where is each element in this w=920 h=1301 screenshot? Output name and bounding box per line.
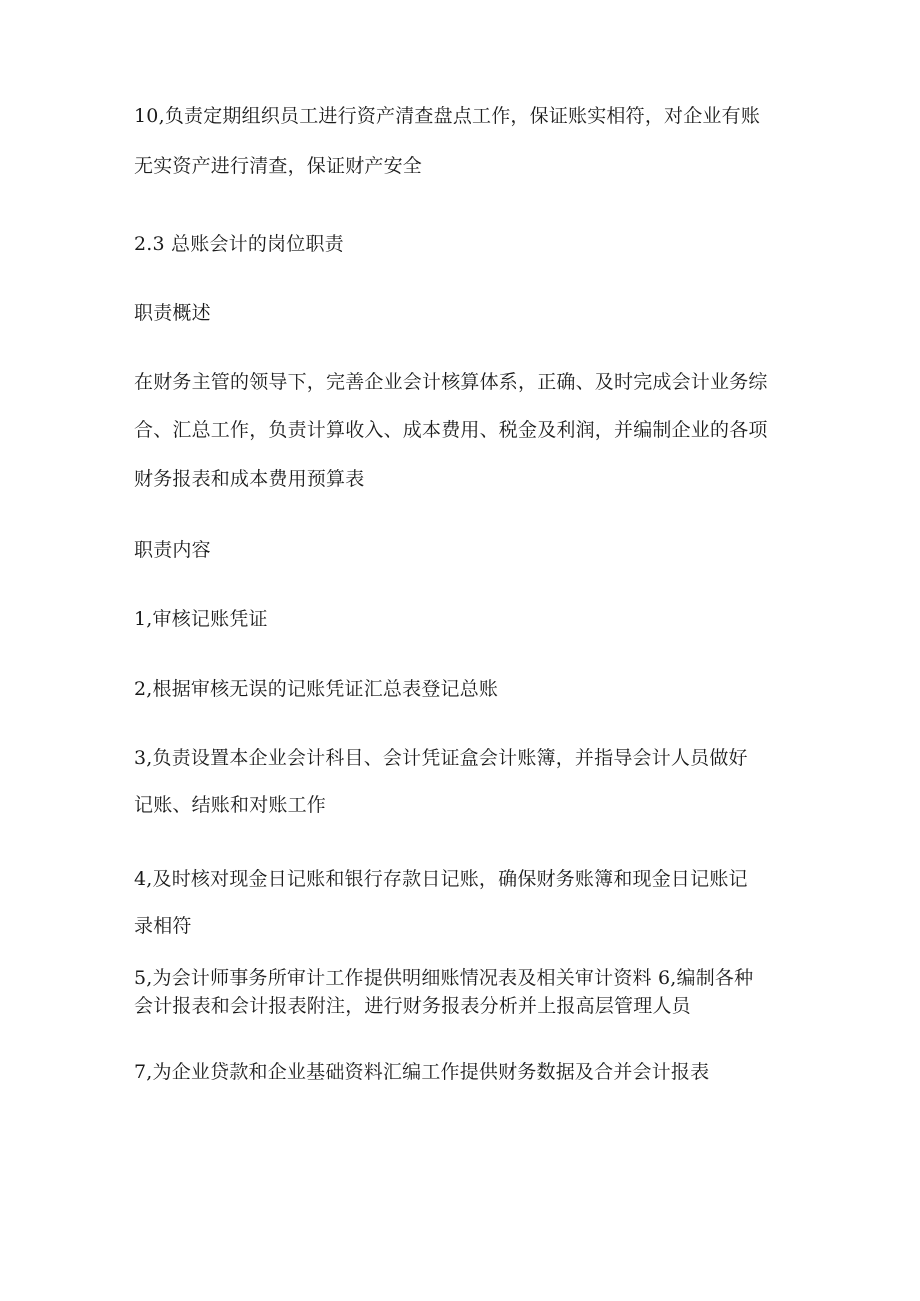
item4-line2: 录相符	[134, 915, 192, 937]
overview-heading: 职责概述	[134, 302, 211, 324]
overview-line3: 财务报表和成本费用预算表	[134, 468, 365, 490]
item10-line2: 无实资产进行清查，保证财产安全	[134, 155, 423, 177]
item3-line1: 3,负责设置本企业会计科目、会计凭证盒会计账簿，并指导会计人员做好	[134, 747, 748, 769]
item2: 2,根据审核无误的记账凭证汇总表登记总账	[134, 678, 499, 700]
item5-line2: 会计报表和会计报表附注，进行财务报表分析并上报高层管理人员	[134, 995, 691, 1017]
overview-line1: 在财务主管的领导下，完善企业会计核算体系，正确、及时完成会计业务综	[134, 371, 768, 393]
overview-line2: 合、汇总工作，负责计算收入、成本费用、税金及利润，并编制企业的各项	[134, 419, 768, 441]
item1: 1,审核记账凭证	[134, 608, 268, 630]
item5-line1: 5,为会计师事务所审计工作提供明细账情况表及相关审计资料 6,编制各种	[134, 967, 754, 989]
item7: 7,为企业贷款和企业基础资料汇编工作提供财务数据及合并会计报表	[134, 1061, 710, 1083]
item4-line1: 4,及时核对现金日记账和银行存款日记账，确保财务账簿和现金日记账记	[134, 868, 748, 890]
item10-line1: 10,负责定期组织员工进行资产清查盘点工作，保证账实相符，对企业有账	[134, 105, 761, 127]
item3-line2: 记账、结账和对账工作	[134, 794, 327, 816]
section-heading: 2.3 总账会计的岗位职责	[134, 233, 344, 255]
content-heading: 职责内容	[134, 539, 211, 561]
